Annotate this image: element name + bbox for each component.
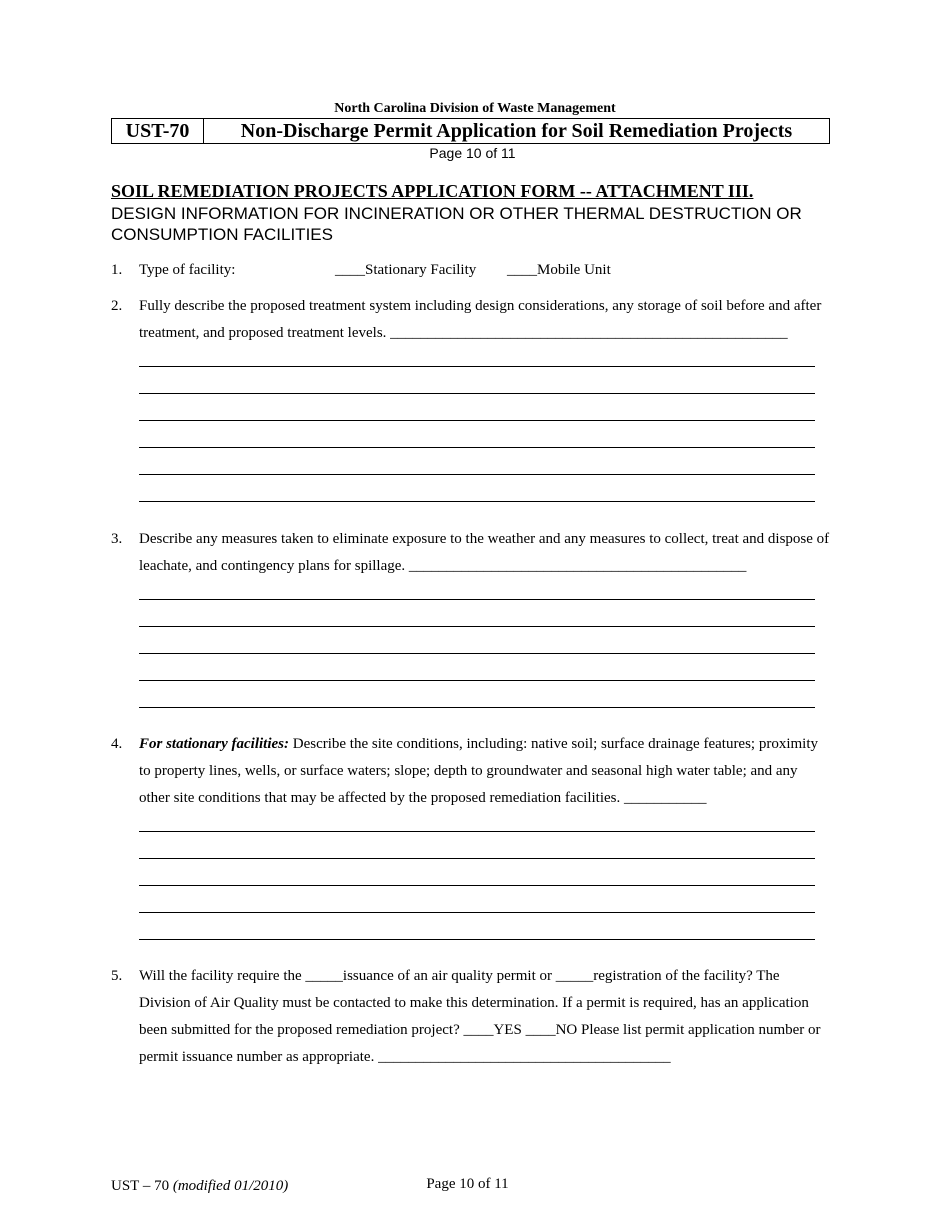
q2-answer-line-5[interactable]: [139, 474, 815, 475]
q2-answer-line-1[interactable]: [139, 366, 815, 367]
form-id: UST-70: [112, 119, 204, 143]
q1-option-mobile[interactable]: ____Mobile Unit: [507, 262, 611, 278]
q4-answer-line-4[interactable]: [139, 912, 815, 913]
q1-option-stationary[interactable]: ____Stationary Facility: [335, 262, 477, 278]
q4-number: 4.: [111, 736, 123, 752]
q1-label: Type of facility:: [139, 262, 236, 278]
q2-answer-line-4[interactable]: [139, 447, 815, 448]
q3-number: 3.: [111, 531, 123, 547]
q3-answer-line-2[interactable]: [139, 626, 815, 627]
q4-lead: For stationary facilities:: [139, 736, 289, 752]
form-title: Non-Discharge Permit Application for Soil Remediation Projects: [240, 120, 793, 142]
q2-answer-line-3[interactable]: [139, 420, 815, 421]
q4-answer-line-3[interactable]: [139, 885, 815, 886]
q3-answer-line-1[interactable]: [139, 599, 815, 600]
q2-number: 2.: [111, 298, 123, 314]
footer-modified: (modified 01/2010): [172, 1178, 289, 1194]
q1-number: 1.: [111, 262, 123, 278]
q3-answer-line-3[interactable]: [139, 653, 815, 654]
q5-number: 5.: [111, 968, 123, 984]
agency-name: North Carolina Division of Waste Management: [334, 101, 616, 116]
q4-answer-line-1[interactable]: [139, 831, 815, 832]
section-subheading: DESIGN INFORMATION FOR INCINERATION OR OTHER THERMAL DESTRUCTION OR CONSUMPTION FACILITIES: [111, 204, 802, 244]
q5-text: Will the facility require the _____issuance of an air quality permit or _____registration of the facility? The Division of Air Quality must be contacted to make this determination. If a permit is required, has an application been submitted for the proposed remediation project? ____YES ____NO Please list permit application number or permit issuance number as appropriate. _______________________________________: [139, 968, 821, 1065]
q2-answer-line-6[interactable]: [139, 501, 815, 502]
q4-body: Describe the site conditions, including: native soil; surface drainage features; proximity to property lines, wells, or surface waters; slope; depth to groundwater and seasonal high water table; and any other site conditions that may be affected by the proposed remediation facilities. ___________: [139, 736, 819, 806]
q4-text: [139, 731, 829, 812]
q4-answer-line-5[interactable]: [139, 939, 815, 940]
footer-page-number: Page 10 of 11: [426, 1176, 509, 1192]
q3-answer-line-5[interactable]: [139, 707, 815, 708]
footer-form: UST – 70: [111, 1178, 173, 1194]
q2-text: Fully describe the proposed treatment system including design considerations, any storage of soil before and after treatment, and proposed treatment levels. _____________________________________________________: [139, 298, 822, 341]
q3-text: Describe any measures taken to eliminate exposure to the weather and any measures to collect, treat and dispose of leachate, and contingency plans for spillage. _____________________________________________: [139, 531, 830, 574]
q4-answer-line-2[interactable]: [139, 858, 815, 859]
page-number-header: Page 10 of 11: [429, 145, 516, 161]
q2-answer-line-2[interactable]: [139, 393, 815, 394]
form-title-box: [111, 118, 830, 144]
section-heading: SOIL REMEDIATION PROJECTS APPLICATION FORM -- ATTACHMENT III.: [111, 181, 754, 201]
q3-answer-line-4[interactable]: [139, 680, 815, 681]
